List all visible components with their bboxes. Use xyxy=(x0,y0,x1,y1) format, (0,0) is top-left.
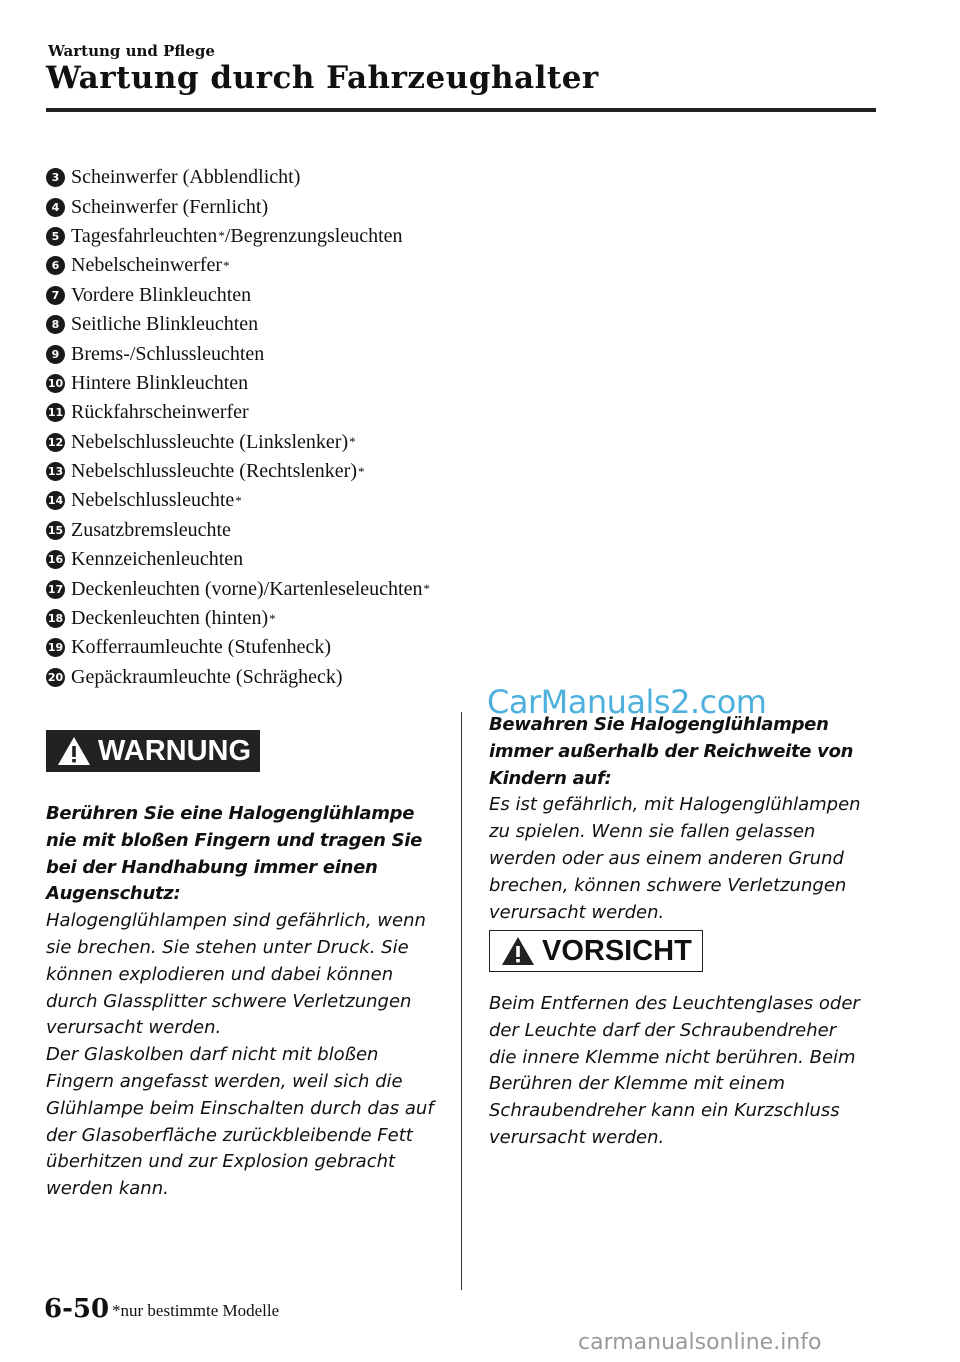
part-label: Gepäckraumleuchte (Schrägheck) xyxy=(71,665,343,688)
part-label: Scheinwerfer (Fernlicht) xyxy=(71,195,269,218)
number-badge: 4 xyxy=(46,198,65,217)
part-label: Kofferraumleuchte (Stufenheck) xyxy=(71,636,332,659)
number-badge: 16 xyxy=(46,550,65,569)
list-item: 6 Nebelscheinwerfer * xyxy=(46,251,430,280)
part-label: Kennzeichenleuchten xyxy=(71,548,244,571)
part-label: Deckenleuchten (hinten) xyxy=(71,607,269,630)
number-badge: 6 xyxy=(46,256,65,275)
number-badge: 12 xyxy=(46,433,65,452)
warning-label xyxy=(46,730,260,772)
page-number: 6-50 xyxy=(44,1294,110,1324)
number-badge: 15 xyxy=(46,521,65,540)
part-label: Nebelschlussleuchte xyxy=(71,489,235,512)
number-badge: 18 xyxy=(46,609,65,628)
warning-label-text: WARNUNG xyxy=(98,734,252,767)
list-item xyxy=(46,192,430,221)
warning-paragraph: Der Glaskolben darf nicht mit bloßen Fingern angefasst werden, weil sich die Glühlampe beim Einschalten durch das auf der Glasoberfläche zurückbleibende Fett überhitzen und zur Explosion gebracht werden kann. xyxy=(46,1044,434,1200)
list-item: 13 Nebelschlussleuchte (Rechtslenker) * xyxy=(47,460,365,483)
caution-label xyxy=(489,930,703,972)
part-label: Tagesfahrleuchten xyxy=(71,224,218,247)
section-label: Wartung und Pflege xyxy=(48,42,215,60)
number-badge: 14 xyxy=(46,491,65,510)
warning-lead: Bewahren Sie Halogenglühlampen immer außerhalb der Reichweite von Kindern auf: xyxy=(489,714,854,789)
list-item xyxy=(46,545,430,574)
warning-triangle-icon xyxy=(56,735,92,767)
number-badge: 8 xyxy=(46,315,65,334)
parts-list xyxy=(46,163,430,692)
caution-paragraph: Beim Entfernen des Leuchtenglases oder der Leuchte darf der Schraubendreher die innere Klemme nicht berühren. Beim Berühren der Klemme mit einem Schraubendreher kann ein Kurzschluss verursacht werden. xyxy=(489,993,860,1148)
part-label: Nebelschlussleuchte (Rechtslenker) xyxy=(71,460,358,483)
page-title: Wartung durch Fahrzeughalter xyxy=(46,60,599,96)
list-item: 17 Deckenleuchten (vorne)/Kartenleseleuchten * xyxy=(47,577,430,600)
footnote: *nur bestimmte Modelle xyxy=(112,1301,280,1320)
number-badge: 3 xyxy=(46,168,65,187)
number-badge: 13 xyxy=(46,462,65,481)
part-label: Hintere Blinkleuchten xyxy=(71,371,249,394)
list-item xyxy=(46,369,430,398)
warning-paragraph: Es ist gefährlich, mit Halogenglühlampen zu spielen. Wenn sie fallen gelassen werden oder aus einem anderen Grund brechen, können schwere Verletzungen verursacht werden. xyxy=(489,794,861,923)
list-item xyxy=(46,163,430,192)
part-label: Brems-/Schlussleuchten xyxy=(71,342,265,365)
part-label: Seitliche Blinkleuchten xyxy=(71,313,259,336)
list-item xyxy=(46,663,430,692)
list-item xyxy=(46,339,430,368)
list-item: 14 Nebelschlussleuchte * xyxy=(47,489,242,512)
number-badge: 11 xyxy=(46,403,65,422)
part-label-suffix: /Begrenzungsleuchten xyxy=(224,224,403,247)
number-badge: 10 xyxy=(46,374,65,393)
part-label: Rückfahrscheinwerfer xyxy=(71,401,249,424)
list-item xyxy=(46,516,430,545)
watermark-text: CarManuals2.com xyxy=(487,683,767,721)
caution-text xyxy=(489,991,869,1152)
part-label: Vordere Blinkleuchten xyxy=(71,283,252,306)
warning-paragraph: Halogenglühlampen sind gefährlich, wenn sie brechen. Sie stehen unter Druck. Sie können explodieren und dabei können durch Glassplitter schwere Verletzungen verursacht werden. xyxy=(46,910,426,1039)
number-badge: 19 xyxy=(46,638,65,657)
list-item: 18 Deckenleuchten (hinten) * xyxy=(47,607,276,630)
warning-text-right xyxy=(489,712,869,926)
list-item xyxy=(46,633,430,662)
list-item: 12 Nebelschlussleuchte (Linkslenker) * xyxy=(47,430,356,453)
warning-text-left xyxy=(46,801,446,1203)
part-label: Zusatzbremsleuchte xyxy=(71,518,231,541)
number-badge: 5 xyxy=(46,227,65,246)
number-badge: 20 xyxy=(46,668,65,687)
part-label: Deckenleuchten (vorne)/Kartenleseleuchten xyxy=(71,577,423,600)
column-divider xyxy=(461,712,462,1290)
list-item xyxy=(46,398,430,427)
part-label: Nebelschlussleuchte (Linkslenker) xyxy=(71,430,349,453)
part-label: Scheinwerfer (Abblendlicht) xyxy=(71,166,301,189)
footer-watermark: carmanualsonline.info xyxy=(578,1330,822,1355)
list-item xyxy=(46,310,430,339)
header-divider xyxy=(46,108,876,112)
part-label: Nebelscheinwerfer xyxy=(71,254,223,277)
number-badge: 17 xyxy=(46,580,65,599)
caution-label-text: VORSICHT xyxy=(542,934,692,967)
number-badge: 7 xyxy=(46,286,65,305)
warning-lead: Berühren Sie eine Halogenglühlampe nie mit bloßen Fingern und tragen Sie bei der Handhabung immer einen Augenschutz: xyxy=(46,803,423,905)
list-item xyxy=(46,281,430,310)
caution-triangle-icon xyxy=(500,935,536,967)
list-item: 5 Tagesfahrleuchten * /Begrenzungsleuchten xyxy=(46,222,430,251)
number-badge: 9 xyxy=(46,345,65,364)
